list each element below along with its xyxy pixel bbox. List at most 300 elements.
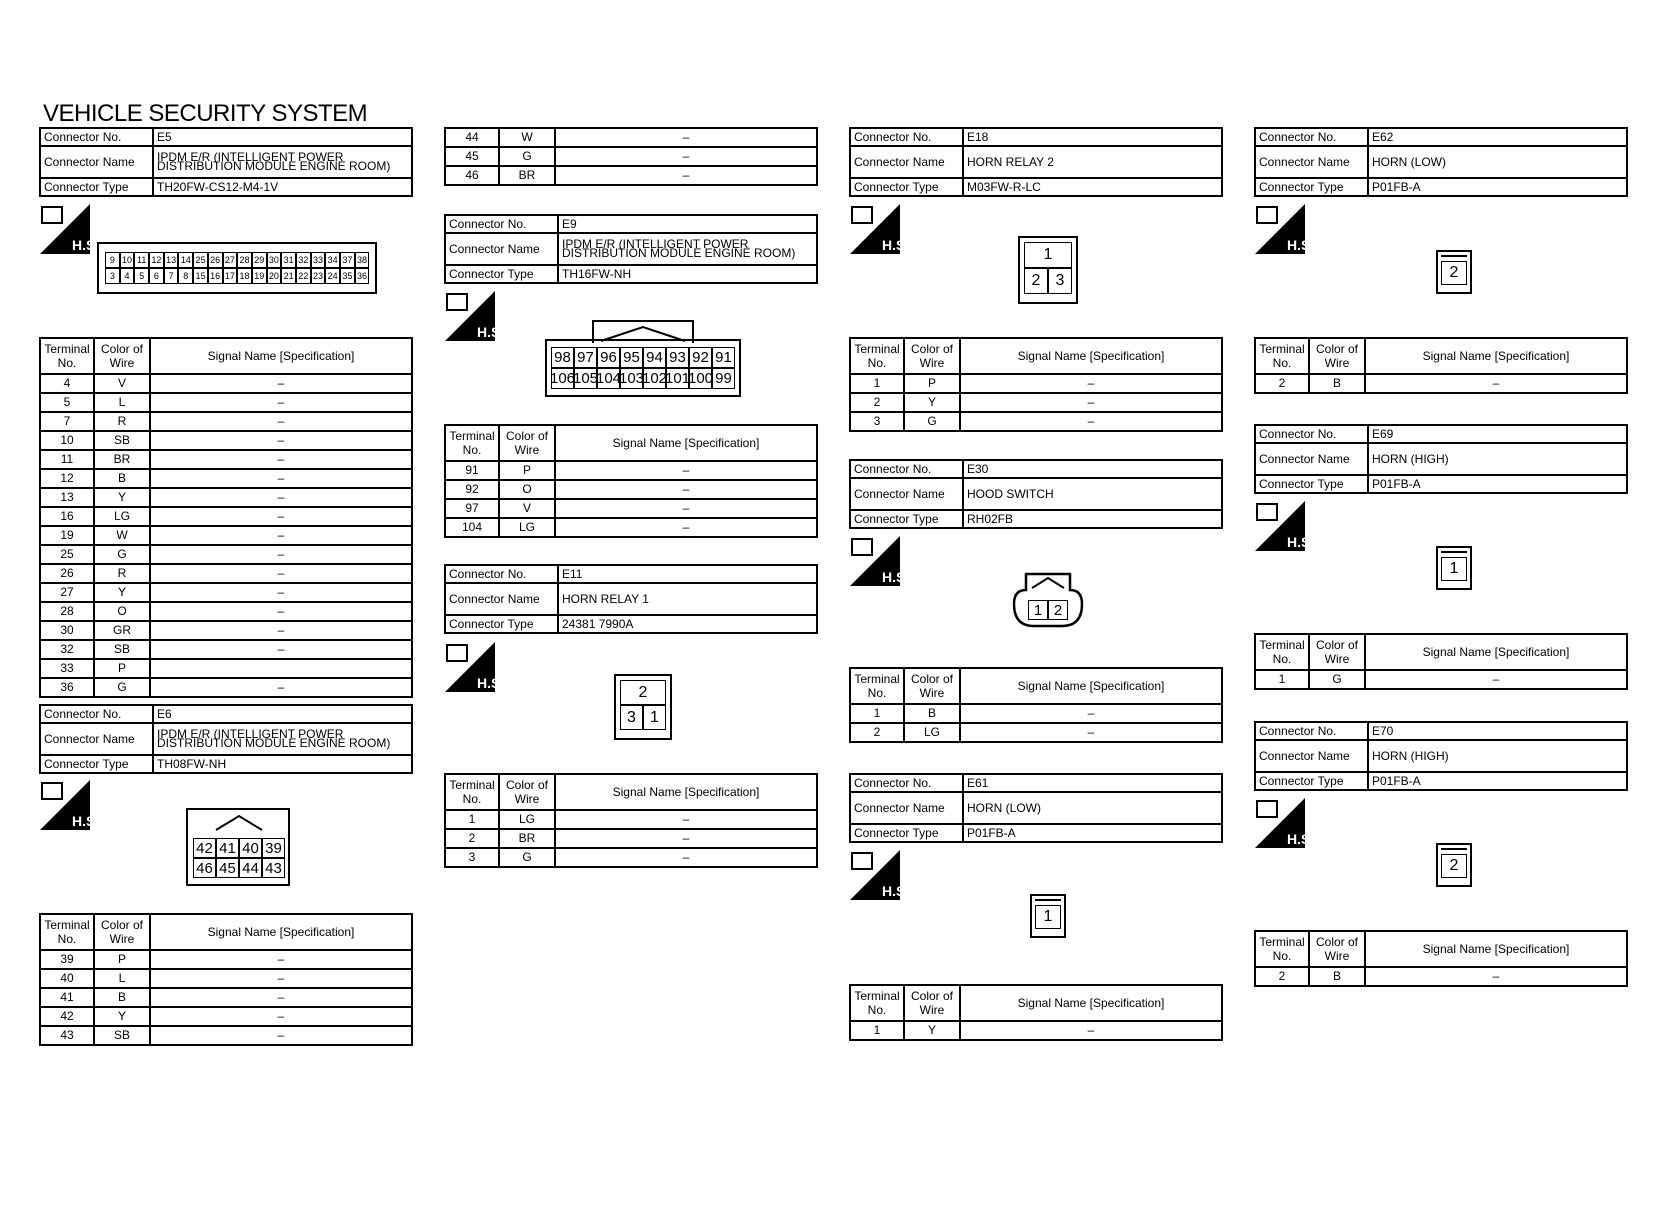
connector-e61-block [849,773,1223,843]
connector-pin: 2 [1441,261,1467,285]
connector-pin: 8 [178,268,193,284]
signal-name: – [150,602,412,621]
header-terminal: Terminal No. [40,914,94,950]
terminal-no: 19 [40,526,94,545]
wire-color: G [904,412,960,431]
header-color: Color of Wire [904,985,960,1021]
table-row [40,545,412,564]
connector-pin: 104 [595,370,622,387]
wire-color: LG [499,810,555,829]
connector-pin: 36 [355,268,370,284]
label-connector-type: Connector Type [850,824,963,842]
signal-name: – [150,526,412,545]
header-terminal: Terminal No. [1255,931,1309,967]
table-row [40,659,412,678]
connector-pin: 92 [689,347,712,368]
connector-pin: 2 [620,680,666,705]
terminal-table-e62 [1254,337,1628,394]
header-signal: Signal Name [Specification] [1365,634,1627,670]
terminal-no: 2 [1255,374,1309,393]
connector-pin: 99 [712,368,735,389]
connector-pin: 1 [1024,242,1072,268]
connector-e11-face [614,674,672,740]
signal-name: – [150,640,412,659]
connector-pin: 1 [1441,557,1467,581]
header-color: Color of Wire [94,338,150,374]
signal-name: – [150,431,412,450]
terminal-table-e5 [39,337,413,698]
wire-color: B [94,988,150,1007]
connector-name: IPDM E/R (INTELLIGENT POWER DISTRIBUTION MODULE ENGINE ROOM) [153,146,412,178]
wire-color: BR [499,829,555,848]
connector-pin: 7 [164,268,179,284]
table-row [40,678,412,697]
connector-pin: 44 [239,858,262,878]
table-row [445,499,817,518]
connector-type: RH02FB [963,510,1222,528]
header-color: Color of Wire [499,774,555,810]
wire-color: V [499,499,555,518]
terminal-no: 11 [40,450,94,469]
header-terminal: Terminal No. [850,338,904,374]
wire-color: L [94,393,150,412]
connector-name: HORN (HIGH) [1368,740,1627,772]
connector-type: M03FW-R-LC [963,178,1222,196]
harness-side-icon [445,642,505,692]
wire-color: GR [94,621,150,640]
connector-pin: 97 [574,347,597,368]
label-connector-name: Connector Name [1255,443,1368,475]
connector-type: TH20FW-CS12-M4-1V [153,178,412,196]
table-row [445,461,817,480]
signal-name: – [960,374,1222,393]
connector-name: HORN (LOW) [963,792,1222,824]
label-connector-name: Connector Name [850,478,963,510]
wire-color: G [499,147,555,166]
connector-pin: 1 [1028,600,1048,620]
signal-name: – [150,950,412,969]
terminal-table-e6 [39,913,413,1046]
terminal-no: 28 [40,602,94,621]
wire-color: G [1309,670,1365,689]
connector-pin: 101 [664,370,691,387]
wire-color: L [94,969,150,988]
connector-type: TH08FW-NH [153,755,412,773]
table-row [1255,374,1627,393]
table-row [850,704,1222,723]
connector-type: P01FB-A [1368,475,1627,493]
table-row [40,950,412,969]
svg-text:H.S.: H.S. [477,675,505,691]
header-signal: Signal Name [Specification] [555,425,817,461]
connector-e62-block [1254,127,1628,197]
table-row [40,526,412,545]
label-connector-type: Connector Type [445,265,558,283]
table-row [40,469,412,488]
label-connector-no: Connector No. [445,215,558,233]
terminal-no: 45 [445,147,499,166]
table-row [850,412,1222,431]
connector-e61-face [1030,894,1066,938]
connector-name: IPDM E/R (INTELLIGENT POWER DISTRIBUTION MODULE ENGINE ROOM) [558,233,817,265]
header-signal: Signal Name [Specification] [1365,931,1627,967]
connector-e6-block [39,704,413,774]
terminal-no: 33 [40,659,94,678]
connector-pin: 12 [149,252,164,268]
header-terminal: Terminal No. [40,338,94,374]
terminal-table-e70 [1254,930,1628,987]
table-row [40,564,412,583]
connector-pin: 2 [1441,854,1467,878]
connector-name: HOOD SWITCH [963,478,1222,510]
page-title: VEHICLE SECURITY SYSTEM [43,100,368,127]
connector-pin: 17 [223,268,238,284]
connector-pin: 102 [641,370,668,387]
wire-color: SB [94,431,150,450]
wire-color: BR [499,166,555,185]
table-row [40,583,412,602]
terminal-no: 1 [445,810,499,829]
terminal-table-e11 [444,773,818,868]
terminal-no: 10 [40,431,94,450]
connector-pin: 6 [149,268,164,284]
header-color: Color of Wire [1309,338,1365,374]
signal-name: – [150,507,412,526]
connector-pin: 26 [208,252,223,268]
connector-pin: 3 [105,268,120,284]
connector-name: HORN RELAY 1 [558,583,817,615]
connector-name: HORN (HIGH) [1368,443,1627,475]
wire-color: P [94,950,150,969]
connector-e70-face [1436,843,1472,887]
connector-pin: 106 [549,370,576,387]
svg-text:H.S.: H.S. [882,883,910,899]
terminal-no: 1 [850,374,904,393]
wire-color: B [1309,374,1365,393]
connector-type: P01FB-A [963,824,1222,842]
connector-e69-block [1254,424,1628,494]
terminal-no: 1 [850,704,904,723]
wire-color: G [94,678,150,697]
table-row [1255,670,1627,689]
table-row [445,810,817,829]
connector-e5-face [97,242,377,294]
header-signal: Signal Name [Specification] [1365,338,1627,374]
label-connector-type: Connector Type [1255,772,1368,790]
connector-pin: 32 [296,252,311,268]
table-row [40,969,412,988]
connector-pin: 5 [134,268,149,284]
connector-pin: 100 [687,370,714,387]
label-connector-type: Connector Type [40,178,153,196]
connector-e9-block [444,214,818,284]
table-row [40,507,412,526]
table-row [40,640,412,659]
connector-pin: 22 [296,268,311,284]
signal-name: – [150,988,412,1007]
connector-e30-face [1012,572,1084,628]
connector-pin: 2 [1048,600,1068,620]
terminal-no: 5 [40,393,94,412]
terminal-no: 4 [40,374,94,393]
harness-side-icon [40,780,100,830]
wire-color: W [499,128,555,147]
connector-pin: 45 [216,858,239,878]
header-terminal: Terminal No. [1255,634,1309,670]
connector-e18-block [849,127,1223,197]
connector-pin: 91 [712,347,735,368]
table-row [40,1026,412,1045]
harness-side-icon [445,291,505,341]
label-connector-name: Connector Name [850,146,963,178]
signal-name: – [555,166,817,185]
header-color: Color of Wire [1309,634,1365,670]
terminal-no: 16 [40,507,94,526]
label-connector-no: Connector No. [850,128,963,146]
label-connector-no: Connector No. [850,460,963,478]
label-connector-type: Connector Type [850,510,963,528]
harness-side-icon [1255,204,1315,254]
connector-type: 24381 7990A [558,615,817,633]
wire-color: P [499,461,555,480]
wire-color: W [94,526,150,545]
wire-color: LG [499,518,555,537]
label-connector-name: Connector Name [1255,146,1368,178]
signal-name: – [150,412,412,431]
connector-pin: 39 [262,838,285,858]
connector-pin: 29 [252,252,267,268]
svg-text:H.S.: H.S. [1287,534,1315,550]
harness-side-icon [850,536,910,586]
connector-pin: 25 [193,252,208,268]
wire-color: Y [904,1021,960,1040]
connector-pin: 18 [237,268,252,284]
table-row [1255,967,1627,986]
wire-color: Y [94,583,150,602]
terminal-no: 97 [445,499,499,518]
terminal-no: 40 [40,969,94,988]
connector-type: TH16FW-NH [558,265,817,283]
connector-e30-block [849,459,1223,529]
connector-pin: 2 [1024,268,1048,294]
terminal-no: 2 [850,393,904,412]
connector-name: IPDM E/R (INTELLIGENT POWER DISTRIBUTION MODULE ENGINE ROOM) [153,723,412,755]
header-color: Color of Wire [94,914,150,950]
terminal-table-e61 [849,984,1223,1041]
label-connector-name: Connector Name [1255,740,1368,772]
header-color: Color of Wire [904,668,960,704]
svg-text:H.S.: H.S. [1287,831,1315,847]
connector-pin: 1 [643,705,666,730]
header-terminal: Terminal No. [850,668,904,704]
signal-name: – [555,480,817,499]
wire-color: BR [94,450,150,469]
connector-pin: 3 [1048,268,1072,294]
connector-no: E18 [963,128,1222,146]
signal-name: – [150,469,412,488]
label-connector-type: Connector Type [850,178,963,196]
harness-side-icon [40,204,100,254]
connector-pin: 15 [193,268,208,284]
wire-color: V [94,374,150,393]
label-connector-name: Connector Name [850,792,963,824]
connector-pin: 37 [340,252,355,268]
signal-name: – [150,621,412,640]
connector-e62-face [1436,250,1472,294]
signal-name: – [555,147,817,166]
harness-side-icon [850,850,910,900]
signal-name: – [150,450,412,469]
terminal-no: 25 [40,545,94,564]
connector-pin: 98 [551,347,574,368]
signal-name: – [555,518,817,537]
connector-pin: 21 [281,268,296,284]
terminal-no: 91 [445,461,499,480]
connector-pin: 94 [643,347,666,368]
signal-name: – [1365,670,1627,689]
terminal-no: 41 [40,988,94,1007]
table-row [850,374,1222,393]
terminal-no: 92 [445,480,499,499]
connector-pin: 40 [239,838,262,858]
label-connector-no: Connector No. [850,774,963,792]
connector-e11-block [444,564,818,634]
terminal-no: 42 [40,1007,94,1026]
signal-name: – [960,393,1222,412]
table-row [40,488,412,507]
connector-e9-face [545,339,741,397]
label-connector-name: Connector Name [40,723,153,755]
connector-pin: 46 [193,858,216,878]
header-terminal: Terminal No. [1255,338,1309,374]
table-row [40,621,412,640]
terminal-table-e69 [1254,633,1628,690]
label-connector-type: Connector Type [40,755,153,773]
table-row [850,1021,1222,1040]
connector-no: E30 [963,460,1222,478]
terminal-no: 2 [850,723,904,742]
wire-color: O [94,602,150,621]
header-terminal: Terminal No. [445,774,499,810]
signal-name: – [150,1026,412,1045]
connector-e18-face [1018,236,1078,304]
table-row [445,166,817,185]
header-color: Color of Wire [499,425,555,461]
signal-name: – [150,488,412,507]
connector-pin: 23 [311,268,326,284]
connector-no: E70 [1368,722,1627,740]
header-color: Color of Wire [904,338,960,374]
wire-color: SB [94,640,150,659]
header-terminal: Terminal No. [445,425,499,461]
terminal-table-e6-continued [444,127,818,186]
table-row [850,723,1222,742]
table-row [40,374,412,393]
header-signal: Signal Name [Specification] [960,668,1222,704]
connector-pin: 30 [267,252,282,268]
terminal-no: 27 [40,583,94,602]
svg-text:H.S.: H.S. [882,237,910,253]
table-row [40,412,412,431]
signal-name: – [150,969,412,988]
terminal-no: 44 [445,128,499,147]
terminal-no: 36 [40,678,94,697]
connector-e70-block [1254,721,1628,791]
label-connector-no: Connector No. [1255,425,1368,443]
label-connector-name: Connector Name [40,146,153,178]
connector-pin: 42 [193,838,216,858]
wire-color: O [499,480,555,499]
signal-name: – [960,412,1222,431]
connector-pin: 20 [267,268,282,284]
wire-color: B [904,704,960,723]
signal-name: – [150,564,412,583]
svg-text:H.S.: H.S. [882,569,910,585]
terminal-no: 13 [40,488,94,507]
label-connector-no: Connector No. [445,565,558,583]
connector-pin: 38 [355,252,370,268]
wire-color: R [94,564,150,583]
connector-no: E9 [558,215,817,233]
connector-type: P01FB-A [1368,178,1627,196]
connector-pin: 33 [311,252,326,268]
connector-no: E61 [963,774,1222,792]
table-row [40,431,412,450]
signal-name: – [150,1007,412,1026]
wire-color: SB [94,1026,150,1045]
svg-text:H.S.: H.S. [72,813,100,829]
connector-pin: 31 [281,252,296,268]
label-connector-no: Connector No. [1255,722,1368,740]
signal-name: – [150,374,412,393]
connector-pin: 28 [237,252,252,268]
harness-side-icon [850,204,910,254]
label-connector-no: Connector No. [1255,128,1368,146]
connector-pin: 103 [618,370,645,387]
terminal-no: 43 [40,1026,94,1045]
terminal-no: 1 [850,1021,904,1040]
signal-name: – [150,678,412,697]
terminal-no: 3 [850,412,904,431]
wire-color: P [904,374,960,393]
header-signal: Signal Name [Specification] [555,774,817,810]
wire-color: LG [904,723,960,742]
wire-color: G [499,848,555,867]
signal-name [150,659,412,678]
connector-no: E5 [153,128,412,146]
terminal-no: 104 [445,518,499,537]
table-row [40,393,412,412]
terminal-no: 2 [445,829,499,848]
signal-name: – [1365,374,1627,393]
connector-pin: 11 [134,252,149,268]
terminal-table-e18 [849,337,1223,432]
wire-color: Y [904,393,960,412]
signal-name: – [555,499,817,518]
connector-e6-face [186,808,290,886]
table-row [445,829,817,848]
terminal-no: 1 [1255,670,1309,689]
wire-color: B [1309,967,1365,986]
connector-pin: 96 [597,347,620,368]
harness-side-icon [1255,501,1315,551]
connector-pin: 13 [164,252,179,268]
label-connector-type: Connector Type [1255,178,1368,196]
signal-name: – [150,393,412,412]
harness-side-icon [1255,798,1315,848]
terminal-no: 3 [445,848,499,867]
table-row [40,450,412,469]
